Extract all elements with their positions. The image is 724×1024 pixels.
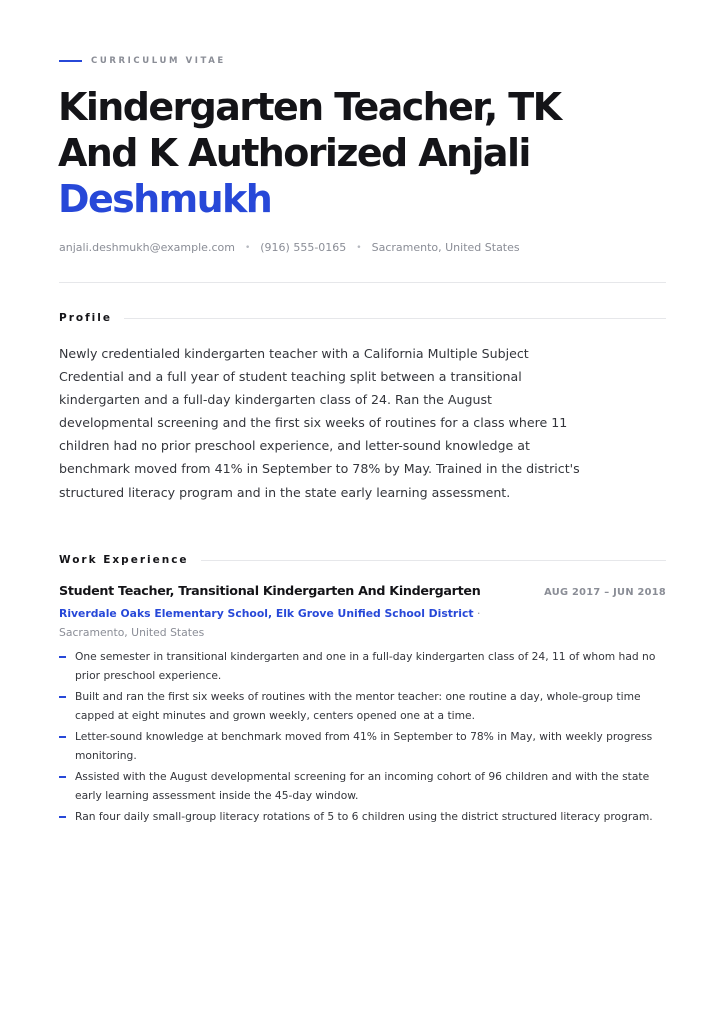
job-company: Riverdale Oaks Elementary School, Elk Grove Unified School District (59, 607, 474, 620)
dash-icon (59, 696, 66, 698)
header-divider (59, 282, 666, 283)
section-title: Work Experience (59, 554, 189, 566)
bullet-text: Ran four daily small-group literacy rotations of 5 to 6 children using the district structured literacy program. (75, 810, 653, 823)
separator-dot: • (244, 242, 251, 253)
list-item (59, 768, 666, 805)
cv-label: CURRICULUM VITAE (91, 56, 226, 66)
bullet-text: Built and ran the first six weeks of routines with the mentor teacher: one routine a day, whole-group time capped at eight minutes and grown weekly, centers opened one at a time. (75, 690, 641, 722)
job-dates: AUG 2017 – JUN 2018 (544, 587, 666, 598)
accent-rule (59, 60, 82, 62)
list-item (59, 688, 666, 725)
contact-email[interactable]: anjali.deshmukh@example.com (59, 241, 235, 254)
name-line-2: And K Authorized Anjali (58, 131, 530, 175)
dash-icon (59, 776, 66, 778)
name-line-1: Kindergarten Teacher, TK (58, 85, 561, 129)
separator-dot: • (356, 242, 362, 253)
dash-icon (59, 656, 66, 658)
bullet-text: Letter-sound knowledge at benchmark moved from 41% in September to 78% in May, with weekly progress monitoring. (75, 730, 653, 762)
job-bullets (59, 648, 666, 830)
dash-icon (59, 816, 66, 818)
bullet-text: One semester in transitional kindergarten and one in a full-day kindergarten class of 24, 11 of whom had no prior preschool experience. (75, 650, 656, 682)
job-location: · Sacramento, United States (59, 607, 481, 639)
candidate-name (58, 84, 678, 222)
list-item (59, 648, 666, 685)
experience-section-heading (59, 554, 666, 566)
list-item (59, 808, 666, 827)
name-last: Deshmukh (58, 177, 272, 221)
contact-location: Sacramento, United States (371, 241, 520, 254)
section-rule (201, 560, 666, 561)
job-header (59, 583, 666, 598)
list-item (59, 728, 666, 765)
document-label (59, 56, 226, 66)
profile-summary: Newly credentialed kindergarten teacher with a California Multiple Subject Credential and a full year of student teaching split between a transitional kindergarten and a full-day kindergarten class of 24. Ran the August developmental screening and the first six weeks of routines for a class where 11 children had no prior preschool experience, and letter-sound knowledge at benchmark moved from 41% in September to 78% by May. Trained in the district's structured literacy program and in the state early learning assessment. (59, 346, 580, 500)
section-rule (124, 318, 666, 319)
job-title: Student Teacher, Transitional Kindergarten And Kindergarten (59, 583, 481, 598)
profile-section-heading (59, 312, 666, 324)
contact-info (59, 241, 520, 254)
section-title: Profile (59, 312, 112, 324)
contact-phone[interactable]: (916) 555-0165 (260, 241, 347, 254)
dash-icon (59, 736, 66, 738)
job-organization (59, 604, 549, 642)
bullet-text: Assisted with the August developmental screening for an incoming cohort of 96 children and with the state early learning assessment inside the 45-day window. (75, 770, 650, 802)
